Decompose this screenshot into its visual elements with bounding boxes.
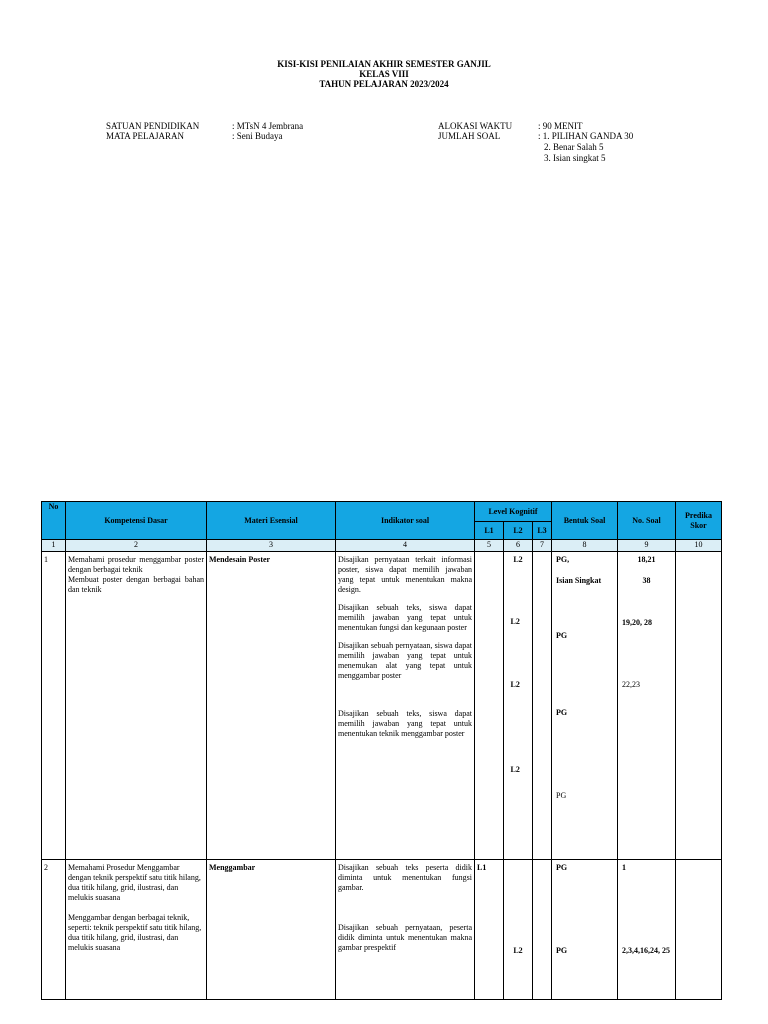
level-l3-cell: [533, 552, 552, 860]
mapel-value: : Seni Budaya: [232, 131, 283, 141]
indikator-cell: [336, 552, 475, 860]
level-text: L2: [510, 680, 520, 689]
column-number: 3: [207, 540, 336, 552]
indikator-text: Disajikan sebuah pernyataan, siswa dapat memilih jawaban yang tepat untuk menemukan alat yang tepat untuk menggambar poster: [338, 641, 472, 680]
row-number: [42, 860, 66, 1000]
info-left: [106, 121, 366, 143]
predika-skor-cell: [676, 552, 722, 860]
satuan-value: : MTsN 4 Jembrana: [232, 121, 304, 131]
header-l2: L2: [504, 522, 533, 540]
level-text: L1: [477, 863, 487, 872]
jumlah-value-1: : 1. PILIHAN GANDA 30: [538, 131, 634, 141]
bentuk-soal-cell: [552, 860, 618, 1000]
column-number: 8: [552, 540, 618, 552]
level-l1-cell: [475, 860, 504, 1000]
level-text: L2: [513, 946, 523, 955]
jumlah-value-3: 3. Isian singkat 5: [544, 153, 606, 163]
materi-text: Mendesain Poster: [209, 555, 271, 564]
column-number: 9: [618, 540, 676, 552]
bentuk-soal-cell: [552, 552, 618, 860]
header-indikator-soal: Indikator soal: [336, 502, 475, 540]
header-l1: L1: [475, 522, 504, 540]
level-text: L2: [513, 555, 523, 564]
info-right: [438, 121, 698, 165]
alokasi-value: : 90 MENIT: [538, 121, 583, 131]
bentuk-text: PG: [556, 863, 568, 872]
kisi-kisi-table: [41, 501, 722, 1000]
predika-line-1: Predika: [685, 510, 712, 520]
bentuk-text: PG: [556, 708, 568, 717]
alokasi-label: ALOKASI WAKTU: [438, 121, 513, 131]
no-soal-cell: [618, 552, 676, 860]
materi-cell: [207, 860, 336, 1000]
row-number: [42, 552, 66, 860]
bentuk-text: PG,: [556, 555, 570, 564]
column-number: 2: [66, 540, 207, 552]
no-soal-text: 38: [642, 576, 651, 585]
kompetensi-dasar-cell: [66, 860, 207, 1000]
materi-text: Menggambar: [209, 863, 256, 872]
column-number: 6: [504, 540, 533, 552]
kd-text: Menggambar dengan berbagai teknik, seperti: teknik perspektif satu titik hilang, dua titik hilang, grid, ilustrasi, dan melukis suasana: [68, 913, 202, 952]
table-row: [42, 860, 722, 1000]
indikator-text: Disajikan sebuah teks peserta didik diminta untuk menentukan fungsi gambar.: [338, 863, 472, 892]
header-bentuk-soal: Bentuk Soal: [552, 502, 618, 540]
column-number: 1: [42, 540, 66, 552]
bentuk-text: Isian Singkat: [556, 576, 602, 585]
jumlah-value-2: 2. Benar Salah 5: [544, 142, 604, 152]
mapel-label: MATA PELAJARAN: [106, 131, 185, 141]
row-number-text: 2: [44, 863, 48, 872]
no-soal-text: 22,23: [622, 680, 641, 689]
column-number: 7: [533, 540, 552, 552]
indikator-cell: [336, 860, 475, 1000]
jumlah-label: JUMLAH SOAL: [438, 131, 501, 141]
level-l2-cell: [504, 552, 533, 860]
header-l3: L3: [533, 522, 552, 540]
predika-line-2: Skor: [690, 520, 707, 530]
level-text: L2: [510, 617, 520, 626]
kompetensi-dasar-cell: [66, 552, 207, 860]
materi-cell: [207, 552, 336, 860]
satuan-label: SATUAN PENDIDIKAN: [106, 121, 200, 131]
header-level-kognitif: Level Kognitif: [475, 502, 552, 522]
indikator-text: Disajikan pernyataan terkait informasi poster, siswa dapat memilih jawaban yang tepat untuk menentukan makna design.: [338, 555, 472, 594]
kd-text: Membuat poster dengan berbagai bahan dan teknik: [68, 575, 204, 594]
level-l2-cell: [504, 860, 533, 1000]
bentuk-text: PG: [556, 631, 568, 640]
header-kompetensi-dasar: Kompetensi Dasar: [66, 502, 207, 540]
predika-skor-cell: [676, 860, 722, 1000]
level-l1-cell: [475, 552, 504, 860]
level-l3-cell: [533, 860, 552, 1000]
kd-text: Memahami Prosedur Menggambar dengan teknik perspektif satu titik hilang, dua titik hilang, grid, ilustrasi, dan melukis suasana: [68, 863, 201, 902]
column-number: 10: [676, 540, 722, 552]
indikator-text: Disajikan sebuah teks, siswa dapat memilih jawaban yang tepat untuk menentukan fungsi dan kegunaan poster: [338, 603, 472, 632]
title-line-3: TAHUN PELAJARAN 2023/2024: [319, 79, 449, 89]
header-no-soal: No. Soal: [618, 502, 676, 540]
indikator-text: Disajikan sebuah teks, siswa dapat memilih jawaban yang tepat untuk menentukan teknik menggambar poster: [338, 709, 472, 738]
title-line-1: KISI-KISI PENILAIAN AKHIR SEMESTER GANJIL: [277, 59, 491, 69]
no-soal-text: 1: [622, 863, 627, 872]
indikator-text: Disajikan sebuah pernyataan, peserta didik diminta untuk menentukan makna gambar prespektif: [338, 923, 472, 952]
title-line-2: KELAS VIII: [359, 69, 409, 79]
header-materi-esensial: Materi Esensial: [207, 502, 336, 540]
no-soal-cell: [618, 860, 676, 1000]
table-row: [42, 552, 722, 860]
kd-text: Memahami prosedur menggambar poster dengan berbagai teknik: [68, 555, 204, 574]
header-predika-skor: [676, 502, 722, 540]
level-text: L2: [510, 765, 520, 774]
no-soal-text: 19,20, 28: [622, 618, 653, 627]
no-soal-text: 18,21: [637, 555, 656, 564]
column-number: 5: [475, 540, 504, 552]
column-number-row: [42, 540, 722, 552]
no-soal-text: 2,3,4,16,24, 25: [622, 946, 671, 955]
bentuk-text: PG: [556, 946, 568, 955]
row-number-text: 1: [44, 555, 48, 564]
header-no: No: [42, 502, 66, 540]
bentuk-text: PG: [556, 791, 567, 800]
column-number: 4: [336, 540, 475, 552]
document-header: [0, 59, 768, 89]
